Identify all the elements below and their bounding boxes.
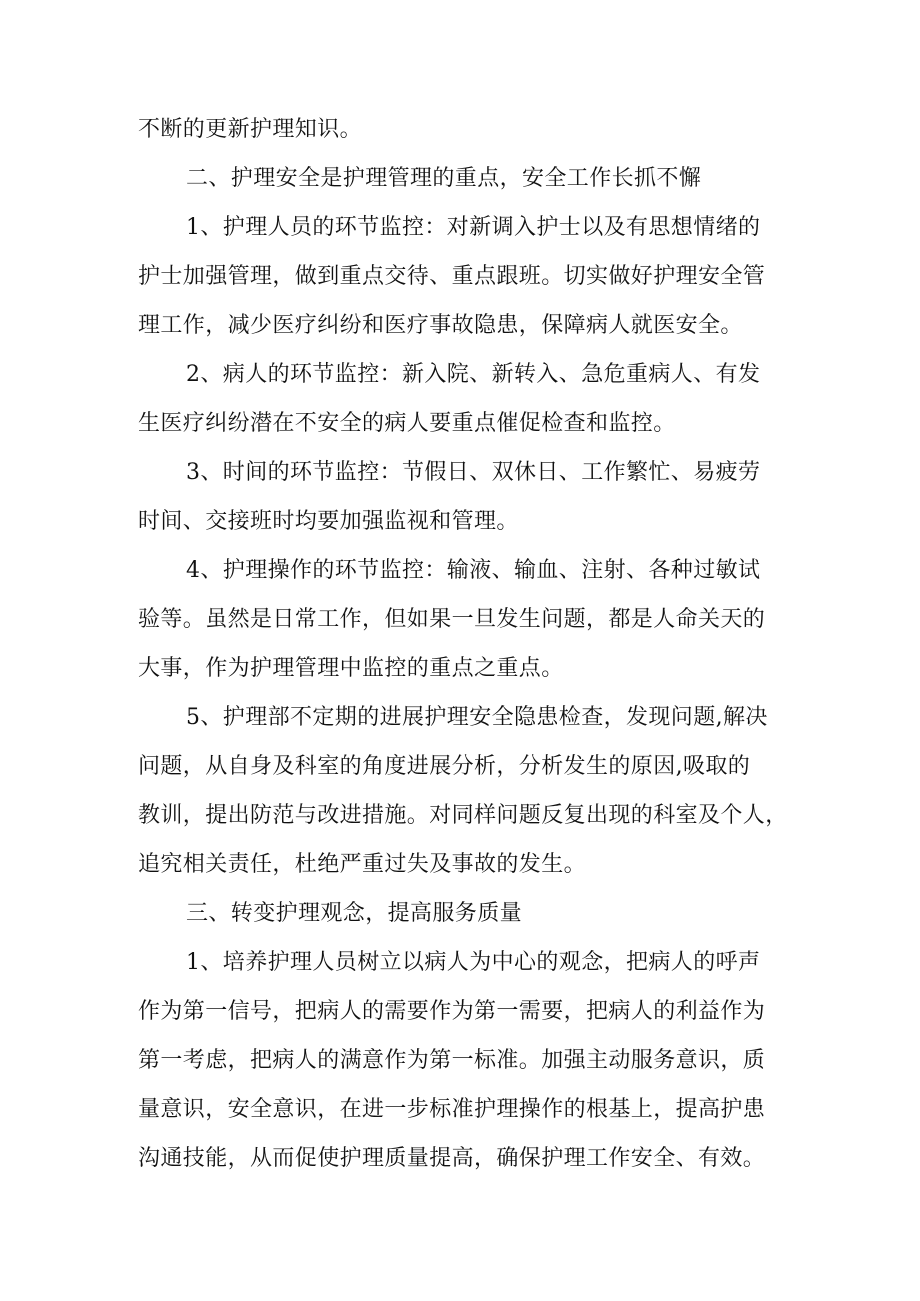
text-line: 第一考虑，把病人的满意作为第一标准。加强主动服务意识，质 [138, 1048, 766, 1073]
text-line: 问题，从自身及科室的角度进展分析，分析发生的原因,吸取的 [138, 754, 751, 779]
text-line: 作为第一信号，把病人的需要作为第一需要，把病人的利益作为 [138, 999, 766, 1024]
text-line: 3、时间的环节监控：节假日、双休日、工作繁忙、易疲劳 [186, 460, 761, 485]
text-line: 验等。虽然是日常工作，但如果一旦发生问题，都是人命关天的 [138, 607, 766, 632]
text-line: 生医疗纠纷潜在不安全的病人要重点催促检查和监控。 [138, 411, 676, 436]
text-line: 2、病人的环节监控：新入院、新转入、急危重病人、有发 [186, 362, 761, 387]
text-line: 理工作，减少医疗纠纷和医疗事故隐患，保障病人就医安全。 [138, 313, 743, 338]
text-line: 5、护理部不定期的进展护理安全隐患检查，发现问题,解决 [186, 705, 768, 730]
text-line: 1、培养护理人员树立以病人为中心的观念，把病人的呼声 [186, 950, 761, 975]
text-line: 时间、交接班时均要加强监视和管理。 [138, 509, 519, 534]
text-line: 1、护理人员的环节监控：对新调入护士以及有思想情绪的 [186, 215, 761, 240]
text-line: 追究相关责任，杜绝严重过失及事故的发生。 [138, 852, 587, 877]
text-line: 量意识，安全意识，在进一步标准护理操作的根基上，提高护患 [138, 1097, 766, 1122]
text-line: 不断的更新护理知识。 [138, 117, 363, 142]
text-line: 护士加强管理，做到重点交待、重点跟班。切实做好护理安全管 [138, 264, 766, 289]
text-line: 教训，提出防范与改进措施。对同样问题反复出现的科室及个人， [138, 803, 788, 828]
text-line: 4、护理操作的环节监控：输液、输血、注射、各种过敏试 [186, 558, 761, 583]
text-line: 大事，作为护理管理中监控的重点之重点。 [138, 656, 564, 681]
section-heading: 三、转变护理观念，提高服务质量 [186, 901, 523, 926]
section-heading: 二、护理安全是护理管理的重点，安全工作长抓不懈 [186, 166, 702, 191]
text-line: 沟通技能，从而促使护理质量提高，确保护理工作安全、有效。 [138, 1146, 766, 1171]
